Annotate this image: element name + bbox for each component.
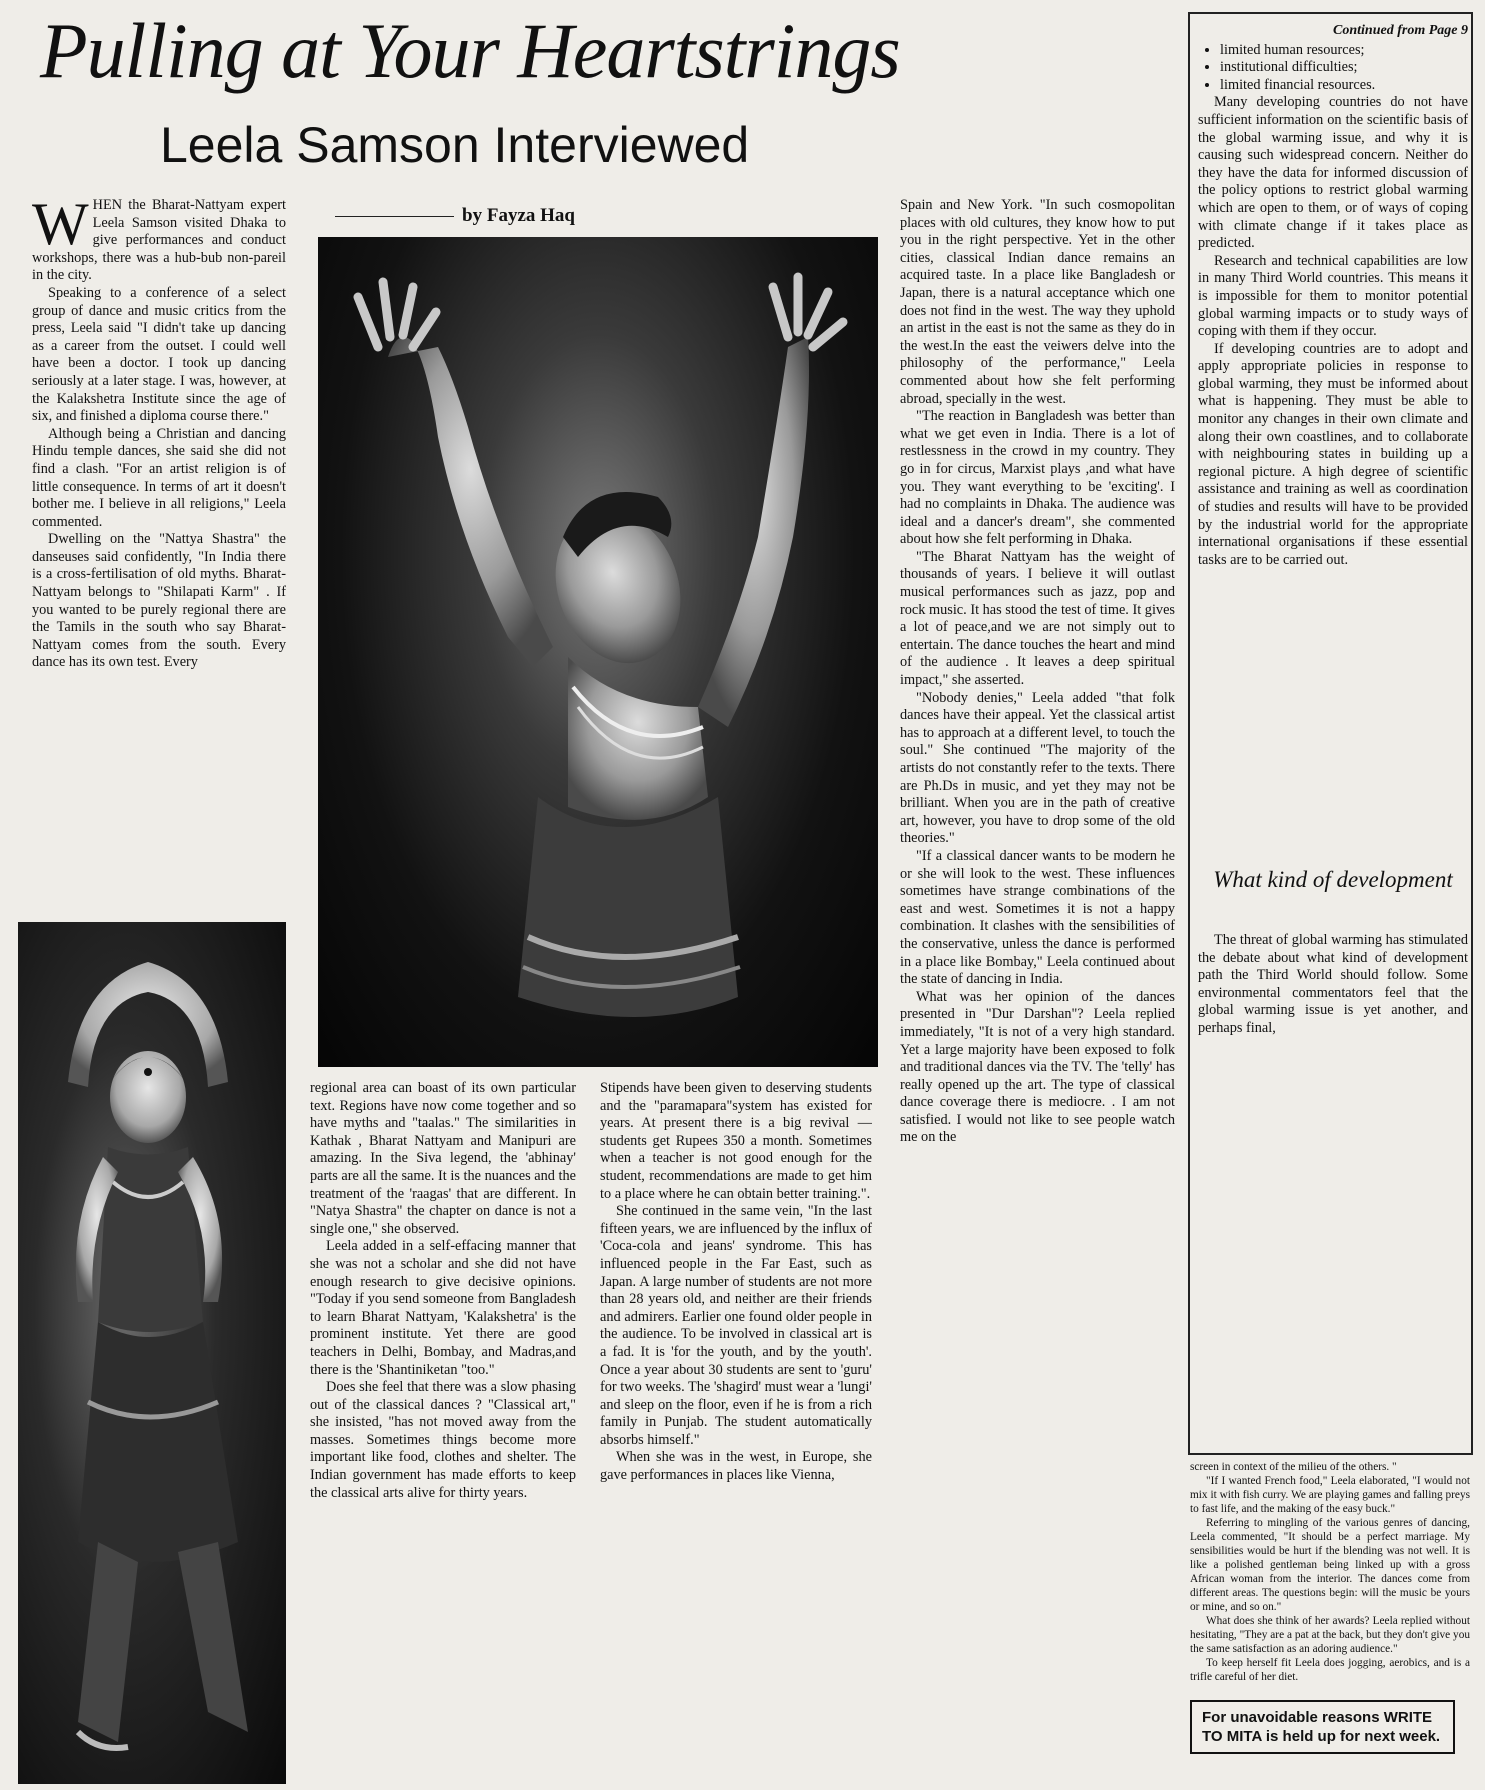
dancer-silhouette-main — [318, 237, 878, 1067]
sidebar-continued-text-2 — [1198, 932, 1468, 1432]
list-item: • limited human resources; — [1220, 42, 1468, 60]
article-paragraph: "The reaction in Bangladesh was better than what we get even in India. There is a lot of restlessness in the crowd in my country. They go in for circus, Marxist plays ,and what have you. They want everything to be 'exciting'. I had no complaints in Dhaka. The audience was ideal and a dancer's dream", she commented about how she felt performing in Dhaka. — [900, 408, 1175, 548]
list-item: • institutional difficulties; — [1220, 59, 1468, 77]
article-paragraph: Dwelling on the "Nattya Shastra" the danseuses said confidently, "In India there is a cross-fertilisation of old myths. Bharat-Nattyam belongs to "Shilapati Karm" . If you wanted to be purely regional there are the Tamils in the south who say Bharat-Nattyam comes from the south. Every dance has its own test. Every — [32, 531, 286, 671]
article-paragraph: "If a classical dancer wants to be modern he or she will look to the west. These influences sometimes have strange combinations of the east and west. Sometimes it is not a happy combination. It clashes with the sensibilities of the conservative, unless the dance is performed in a place like Bombay," Leela continued about the state of dancing in India. — [900, 847, 1175, 988]
notice-box: For unavoidable reasons WRITE TO MITA is held up for next week. — [1190, 1700, 1455, 1754]
article-column-4 — [900, 197, 1175, 1780]
article-paragraph: When she was in the west, in Europe, she gave performances in places like Vienna, — [600, 1449, 872, 1484]
dancer-photo-secondary — [18, 922, 286, 1784]
sidebar-paragraph: If developing countries are to adopt and apply appropriate policies in response to global warming, they must be informed about what is happening. They must be able to monitor any changes in their own climate and along their own coastlines, and to collaborate with neighbouring states in building up a regional picture. A high degree of scientific assistance and training as well as coordination of studies and results will have to be provided by the industrial world for the appropriate international organisations if these essential tasks are to be carried out. — [1198, 340, 1468, 568]
article-paragraph: Spain and New York. "In such cosmopolitan places with old cultures, they know how to put you in the right perspective. Yet in the other cities, classical Indian dance remains an acquired taste. In a place like Bangladesh or Japan, there is a natural acceptance which one does not find in the west. The way they uphold an artist in the east is not the same as they do in the west.In the east the veiwers delve into the philosophy of the performance," Leela commented about how she felt performing abroad, specially in the west. — [900, 197, 1175, 407]
article-column-5 — [1190, 1460, 1470, 1695]
sidebar-bullet-list — [1198, 42, 1468, 95]
article-paragraph — [32, 197, 286, 285]
paragraph-text: HEN the Bharat-Nattyam expert Leela Samson visited Dhaka to give performances and conduct workshops, there was a hub-bub non-pareil in the city. — [32, 197, 286, 284]
article-column-2 — [310, 1080, 576, 1780]
subheadline: Leela Samson Interviewed — [160, 117, 750, 173]
article-paragraph: Leela added in a self-effacing manner that she was not a scholar and she did not have enough research to give decisive opinions. "Today if you send someone from Bangladesh to learn Bharat Nattyam, 'Kalakshetra' is the prominent institute. Yet there are good teachers in Delhi, Bombay, and Madras,and there is the 'Shantiniketan "too." — [310, 1238, 576, 1378]
sidebar-paragraph: Many developing countries do not have sufficient information on the scientific basis of the global warming issue, and why it is causing such widespread concern. Neither do they have the data for informed discussion of the policy options to restrict global warming which are open to them, or of ways of coping with climate change if it takes place as predicted. — [1198, 94, 1468, 252]
article-paragraph: regional area can boast of its own particular text. Regions have now come together and so have myths and "taalas." The similarities in Kathak , Bharat Nattyam and Manipuri are amazing. In the Siva legend, the 'abhinay' parts are all the same. It is the nuances and the treatment of the 'raagas' that are different. In "Natya Shastra" the chapter on dance is not a single one," she observed. — [310, 1080, 576, 1237]
article-paragraph: Stipends have been given to deserving students and the "paramapara"system has existed for years. At present there is a big revival — students get Rupees 350 a month. Sometimes when a teacher is not good enough for the student, recommendations are made to get him to a place where he can obtain better training.". — [600, 1080, 872, 1202]
article-paragraph: screen in context of the milieu of the others. " — [1190, 1461, 1397, 1473]
article-paragraph: "Nobody denies," Leela added "that folk dances have their appeal. Yet the classical artist has to approach at a different level, to touch the soul." She continued "The majority of the artists do not constantly refer to the texts. There are Ph.Ds in music, and yet they may not be brilliant. When you are in the path of creative art, however, you have to drop some of the old theories." — [900, 689, 1175, 847]
byline-rule — [335, 216, 454, 217]
article-paragraph: "The Bharat Nattyam has the weight of thousands of years. I believe it will outlast musical performances such as jazz, pop and rock music. It has stood the test of time. It gives a lot of peace,and we are not simply out to entertain. The dance touches the heart and mind of the audience . It leaves a deep spiritual impact," she asserted. — [900, 548, 1175, 689]
drop-cap: W — [32, 197, 89, 257]
continued-from-label: Continued from Page 9 — [1333, 23, 1468, 38]
sidebar-paragraph: Research and technical capabilities are low in many Third World countries. This means it is impossible for them to monitor potential global warming impacts or to study ways of coping with them if they occur. — [1198, 252, 1468, 340]
headline: Pulling at Your Heartstrings — [40, 7, 900, 94]
sidebar-paragraph: The threat of global warming has stimulated the debate about what kind of development path the Third World should follow. Some environmental commentators feel that the global warming issue is yet another, and perhaps final, — [1198, 932, 1468, 1036]
sidebar-subheading: What kind of development — [1213, 867, 1453, 892]
article-paragraph: What was her opinion of the dances presented in "Dur Darshan"? Leela replied immediately, "It is not of a very high standard. Yet a large majority have been exposed to folk and traditional dances via the TV. The 'telly' has really opened up the art. The type of classical dance coverage there is mediocre. . I am not satisfied. I would not like to see people watch me on the — [900, 988, 1175, 1146]
article-column-1 — [32, 197, 286, 915]
byline — [335, 205, 575, 227]
article-paragraph: "If I wanted French food," Leela elaborated, "I would not mix it with fish curry. We are playing games and falling preys to fast life, and the making of the easy buck." — [1190, 1475, 1470, 1515]
article-paragraph: Referring to mingling of the various genres of dancing, Leela commented, "It should be a perfect marriage. My sensibilities would be hurt if the blending was not well. It is like a polished gentleman being linked up with a gross African woman from the interior. The dances come from different areas. The questions begin: will the music be yours or mine, and so on." — [1190, 1517, 1470, 1613]
dancer-photo-main — [318, 237, 878, 1067]
article-paragraph: Although being a Christian and dancing Hindu temple dances, she said she did not find a clash. "For an artist religion is of little consequence. In terms of art it doesn't bother me. I believe in all religions," Leela commented. — [32, 425, 286, 530]
article-paragraph: She continued in the same vein, "In the last fifteen years, we are influenced by the influx of 'Coca-cola and jeans' syndrome. This has influenced people in the Far East, such as Japan. A large number of students are not more than 28 years old, and neither are their friends and admirers. Earlier one found older people in the audience. To be involved in classical art is a fad. It is 'for the youth, and by the youth'. Once a year about 30 students are sent to 'guru' for two weeks. The 'shagird' must wear a 'lungi' and sleep on the floor, even if he is from a rich family in Punjab. The student automatically absorbs himself." — [600, 1203, 872, 1448]
article-column-3 — [600, 1080, 872, 1780]
article-paragraph: Does she feel that there was a slow phasing out of the classical dances ? "Classical art," she insisted, "has not moved away from the masses. Sometimes things become more important like food, clothes and shelter. The Indian government has made efforts to keep the classical arts alive for thirty years. — [310, 1379, 576, 1501]
sidebar-continued-text — [1198, 22, 1468, 877]
dancer-silhouette-secondary — [18, 922, 286, 1784]
article-paragraph: What does she think of her awards? Leela replied without hesitating, "They are a pat at the back, but they don't give you the same satisfaction as an adoring audience." — [1190, 1615, 1470, 1655]
byline-text: by Fayza Haq — [462, 205, 575, 226]
article-paragraph: Speaking to a conference of a select group of dance and music critics from the press, Leela said "I didn't take up dancing as a career from the outset. I could well have been a doctor. I took up dancing seriously at a later stage. I was, however, at the Kalakshetra Institute since the age of six, and finished a diploma course there." — [32, 284, 286, 425]
article-paragraph: To keep herself fit Leela does jogging, aerobics, and is a trifle careful of her diet. — [1190, 1657, 1470, 1683]
list-item: • limited financial resources. — [1220, 77, 1468, 95]
